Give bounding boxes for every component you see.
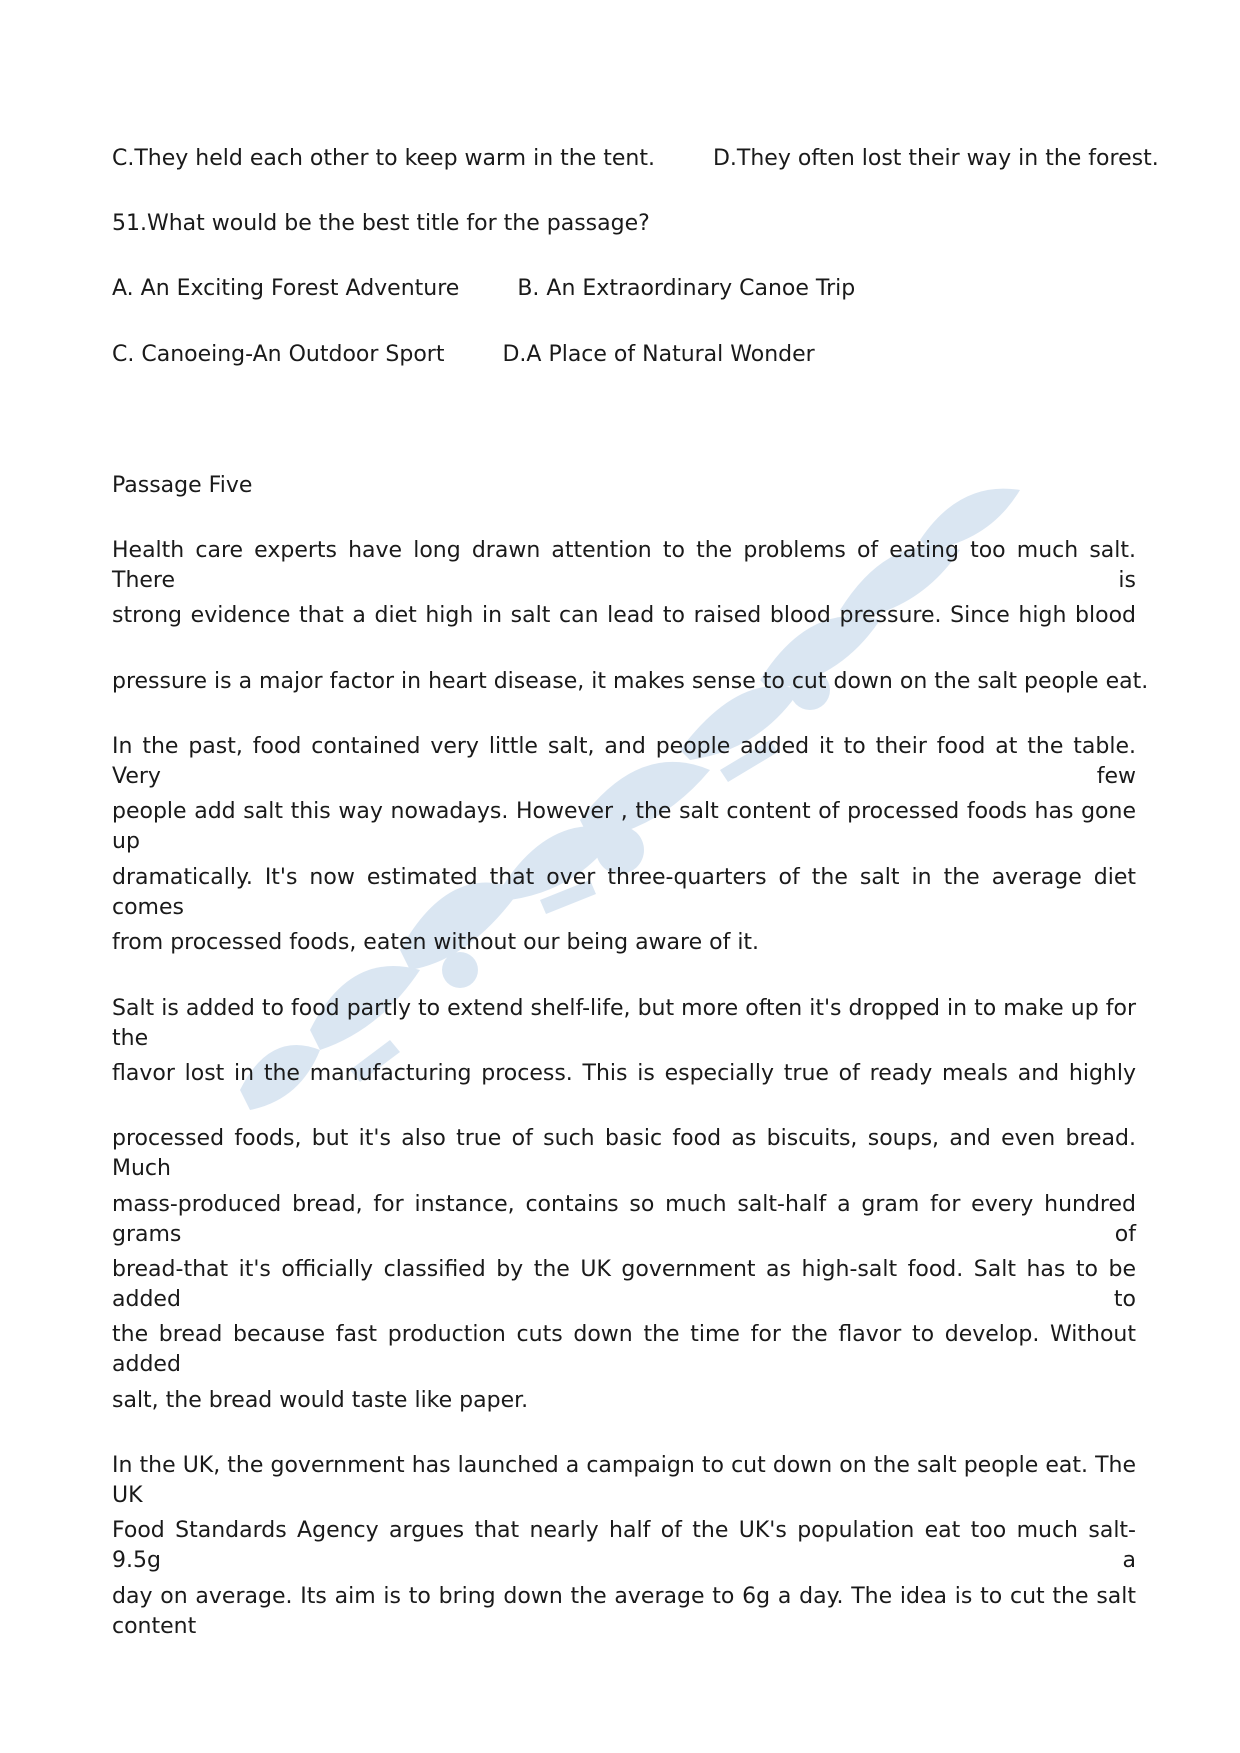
q51-option-b: B. An Extraordinary Canoe Trip — [517, 276, 856, 301]
passage-line: In the past, food contained very little salt, and people added it to their food at the table. Very few — [112, 734, 1136, 789]
q50-option-d: D.They often lost their way in the forest. — [712, 146, 1159, 171]
passage-line: Food Standards Agency argues that nearly half of the UK's population eat too much salt-9.5g a — [112, 1518, 1136, 1573]
passage-line: pressure is a major factor in heart disease, it makes sense to cut down on the salt people eat. — [112, 669, 1149, 694]
passage-line: dramatically. It's now estimated that over three-quarters of the salt in the average diet comes — [112, 865, 1136, 920]
passage-line: salt, the bread would taste like paper. — [112, 1388, 529, 1413]
passage-line: strong evidence that a diet high in salt can lead to raised blood pressure. Since high blood — [112, 603, 1136, 628]
passage-line: mass-produced bread, for instance, contains so much salt-half a gram for every hundred grams of — [112, 1192, 1136, 1247]
passage-title: Passage Five — [112, 473, 253, 498]
q51-option-c: C. Canoeing-An Outdoor Sport — [112, 342, 445, 367]
q51-option-d: D.A Place of Natural Wonder — [502, 342, 815, 367]
q50-options-row — [112, 144, 1159, 174]
passage-line: Health care experts have long drawn attention to the problems of eating too much salt. There is — [112, 538, 1136, 593]
passage-line: from processed foods, eaten without our being aware of it. — [112, 930, 760, 955]
passage-line: people add salt this way nowadays. However , the salt content of processed foods has gone up — [112, 799, 1136, 854]
q51-option-a: A. An Exciting Forest Adventure — [112, 276, 460, 301]
passage-line: Salt is added to food partly to extend shelf-life, but more often it's dropped in to make up for the — [112, 996, 1136, 1051]
passage-line: the bread because fast production cuts down the time for the flavor to develop. Without added — [112, 1322, 1136, 1377]
q51-stem: 51.What would be the best title for the passage? — [112, 211, 650, 236]
passage-line: In the UK, the government has launched a campaign to cut down on the salt people eat. The UK — [112, 1453, 1136, 1508]
passage-line: processed foods, but it's also true of such basic food as biscuits, soups, and even bread. Much — [112, 1126, 1136, 1181]
q50-option-c: C.They held each other to keep warm in the tent. — [112, 146, 655, 171]
passage-line: bread-that it's officially classified by the UK government as high-salt food. Salt has to be added to — [112, 1257, 1136, 1312]
q51-options-row-1 — [112, 274, 855, 304]
passage-line: day on average. Its aim is to bring down the average to 6g a day. The idea is to cut the salt content — [112, 1584, 1136, 1639]
passage-line: flavor lost in the manufacturing process. This is especially true of ready meals and highly — [112, 1061, 1136, 1086]
q51-options-row-2 — [112, 340, 815, 370]
